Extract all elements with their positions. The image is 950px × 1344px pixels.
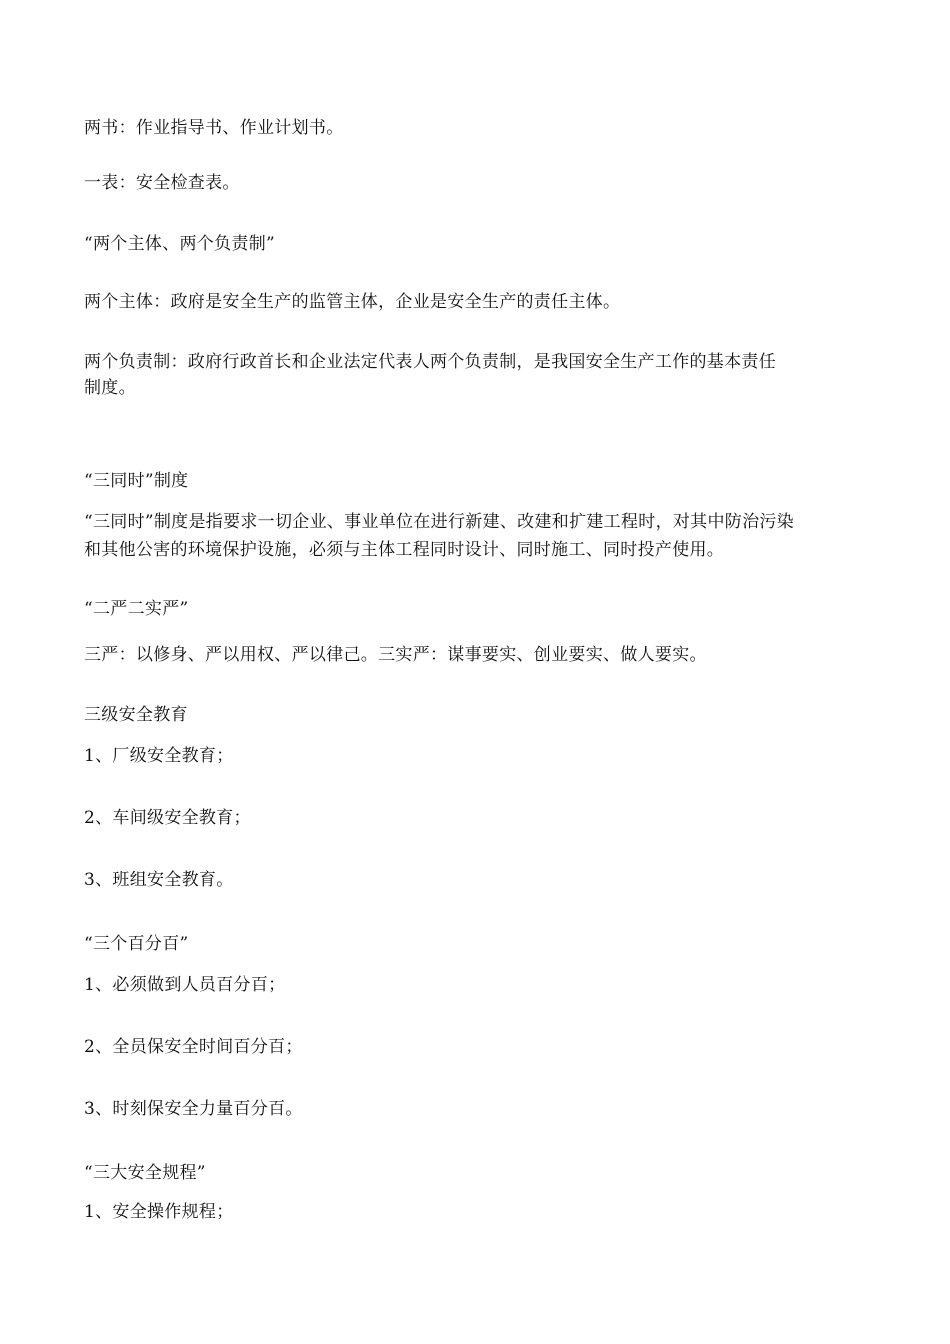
- list-item: 1、安全操作规程；: [84, 1202, 234, 1222]
- paragraph-three-simultaneous-line1: “三同时”制度是指要求一切企业、事业单位在进行新建、改建和扩建工程时，对其中防治污染: [84, 512, 794, 532]
- heading-strict-practical: “二严二实严”: [84, 599, 189, 619]
- heading-three-hundred-percent: “三个百分百”: [84, 934, 189, 954]
- heading-two-subjects: “两个主体、两个负责制”: [84, 234, 275, 254]
- paragraph-two-responsibility-line1: 两个负责制：政府行政首长和企业法定代表人两个负责制，是我国安全生产工作的基本责任: [84, 352, 776, 372]
- list-item: 2、全员保安全时间百分百；: [84, 1037, 303, 1057]
- heading-three-safety-rules: “三大安全规程”: [84, 1163, 206, 1183]
- heading-three-level-education: 三级安全教育: [84, 705, 188, 725]
- list-item: 3、班组安全教育。: [84, 870, 234, 890]
- list-item: 3、时刻保安全力量百分百。: [84, 1099, 303, 1119]
- list-item: 1、必须做到人员百分百；: [84, 975, 286, 995]
- paragraph-three-simultaneous-line2: 和其他公害的环境保护设施，必须与主体工程同时设计、同时施工、同时投产使用。: [84, 540, 725, 560]
- list-item: 1、厂级安全教育；: [84, 746, 234, 766]
- paragraph-two-books: 两书：作业指导书、作业计划书。: [84, 118, 344, 138]
- heading-three-simultaneous: “三同时”制度: [84, 471, 189, 491]
- list-item: 2、车间级安全教育；: [84, 808, 251, 828]
- paragraph-one-table: 一表：安全检查表。: [84, 173, 240, 193]
- paragraph-strict-practical: 三严：以修身、严以用权、严以律己。三实严：谋事要实、创业要实、做人要实。: [84, 645, 707, 665]
- paragraph-two-subjects: 两个主体：政府是安全生产的监管主体，企业是安全生产的责任主体。: [84, 292, 621, 312]
- paragraph-two-responsibility-line2: 制度。: [84, 378, 136, 398]
